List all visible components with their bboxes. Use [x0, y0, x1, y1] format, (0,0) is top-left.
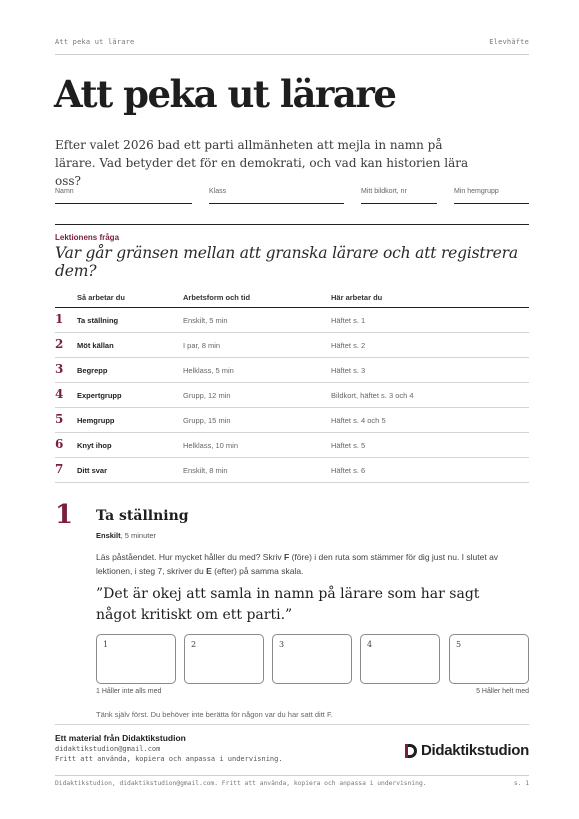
step-number: 6 — [55, 437, 64, 451]
lesson-plan-table — [55, 287, 529, 483]
scale-box-5[interactable] — [449, 634, 529, 684]
scale-box-label: 5 — [456, 640, 462, 649]
step-work: I par, 8 min — [183, 341, 221, 350]
step-number: 1 — [55, 312, 64, 326]
section-meta — [96, 531, 156, 540]
section-mode: Enskilt — [96, 531, 121, 540]
scale-box-label: 2 — [191, 640, 197, 649]
step-place: Bildkort, häftet s. 3 och 4 — [331, 391, 414, 400]
step-place: Häftet s. 5 — [331, 441, 366, 450]
plan-header-row — [55, 287, 529, 308]
footer-title: Ett material från Didaktikstudion — [55, 733, 186, 743]
step-name: Möt källan — [77, 341, 114, 350]
step-place: Häftet s. 1 — [331, 316, 366, 325]
scale-box-4[interactable] — [360, 634, 440, 684]
home-group-field-label: Min hemgrupp — [454, 188, 499, 195]
footer-divider — [55, 775, 529, 776]
think-note: Tänk själv först. Du behöver inte berätta för någon var du har satt ditt F. — [96, 710, 333, 719]
table-row — [55, 408, 529, 433]
name-field[interactable] — [55, 188, 192, 204]
step-number: 3 — [55, 362, 64, 376]
step-number: 2 — [55, 337, 64, 351]
footer-email: didaktikstudion@gmail.com — [55, 745, 161, 753]
plan-header-place: Här arbetar du — [331, 293, 383, 302]
card-number-field[interactable] — [361, 188, 437, 204]
scale-box-label: 3 — [279, 640, 285, 649]
step-number: 4 — [55, 387, 64, 401]
scale-low-label: 1 Håller inte alls med — [96, 688, 162, 695]
header-divider — [55, 54, 529, 55]
footer-card — [55, 724, 529, 775]
step-place: Häftet s. 6 — [331, 466, 366, 475]
table-row — [55, 308, 529, 333]
class-field[interactable] — [209, 188, 344, 204]
home-group-field[interactable] — [454, 188, 529, 204]
running-header-label: Elevhäfte — [489, 38, 529, 46]
scale-box-2[interactable] — [184, 634, 264, 684]
name-field-label: Namn — [55, 188, 74, 195]
instr-part: (efter) på samma skala. — [211, 566, 304, 576]
plan-header-work: Arbetsform och tid — [183, 293, 251, 302]
class-field-label: Klass — [209, 188, 227, 195]
page-title: Att peka ut lärare — [54, 72, 396, 116]
instr-part: (före) i den ruta som stämmer för dig just nu. I slutet av lektionen, i steg 7, skriver du — [96, 552, 499, 576]
brand-logo — [404, 742, 529, 759]
scale-box-1[interactable] — [96, 634, 176, 684]
instr-part: Läs påståendet. Hur mycket håller du med? Skriv — [96, 552, 285, 562]
step-number: 5 — [55, 412, 64, 426]
section-time: , 5 minuter — [120, 531, 157, 540]
extra-write-line[interactable] — [55, 224, 529, 225]
intro-text: Efter valet 2026 bad ett parti allmänheten att mejla in namn på lärare. Vad betyder det för en demokrati, och vad kan historien lära oss? — [55, 138, 469, 188]
step-number: 7 — [55, 462, 64, 476]
table-row — [55, 433, 529, 458]
scale-box-3[interactable] — [272, 634, 352, 684]
scale-box-label: 1 — [103, 640, 109, 649]
footer-credit: Didaktikstudion, didaktikstudion@gmail.com. Fritt att använda, kopiera och anpassa i undervisning. — [55, 780, 427, 787]
section-title: Ta ställning — [96, 508, 189, 524]
step-name: Hemgrupp — [77, 416, 115, 425]
question-label: Lektionens fråga — [55, 233, 120, 242]
step-work: Helklass, 10 min — [183, 441, 239, 450]
instr-e-marker: E — [206, 566, 212, 576]
step-place: Häftet s. 2 — [331, 341, 366, 350]
didaktikstudion-logo-icon — [404, 743, 418, 759]
step-work: Enskilt, 5 min — [183, 316, 228, 325]
table-row — [55, 458, 529, 483]
card-number-field-label: Mitt bildkort, nr — [361, 188, 407, 195]
step-name: Begrepp — [77, 366, 108, 375]
step-place: Häftet s. 4 och 5 — [331, 416, 386, 425]
step-work: Grupp, 15 min — [183, 416, 231, 425]
scale-high-label: 5 Håller helt med — [476, 688, 529, 695]
step-name: Ditt svar — [77, 466, 108, 475]
step-work: Enskilt, 8 min — [183, 466, 228, 475]
step-name: Expertgrupp — [77, 391, 122, 400]
table-row — [55, 358, 529, 383]
brand-logo-text: Didaktikstudion — [420, 742, 529, 759]
table-row — [55, 333, 529, 358]
statement-quote: ”Det är okej att samla in namn på lärare som har sagt något kritiskt om ett parti.” — [96, 586, 480, 623]
section-instructions — [96, 550, 532, 578]
step-name: Knyt ihop — [77, 441, 112, 450]
lesson-question: Var går gränsen mellan att granska lärare och att registrera dem? — [55, 244, 518, 280]
footer-license: Fritt att använda, kopiera och anpassa i undervisning. — [55, 755, 283, 763]
page-footer — [55, 780, 529, 787]
table-row — [55, 383, 529, 408]
page-number: s. 1 — [513, 780, 529, 787]
step-work: Grupp, 12 min — [183, 391, 231, 400]
instr-f-marker: F — [284, 552, 290, 562]
scale-box-label: 4 — [367, 640, 373, 649]
plan-header-step: Så arbetar du — [77, 293, 125, 302]
step-name: Ta ställning — [77, 316, 119, 325]
step-place: Häftet s. 3 — [331, 366, 366, 375]
section-number: 1 — [55, 500, 74, 530]
step-work: Helklass, 5 min — [183, 366, 234, 375]
running-header — [55, 38, 529, 46]
running-header-title: Att peka ut lärare — [55, 38, 135, 46]
agreement-scale — [96, 634, 529, 684]
